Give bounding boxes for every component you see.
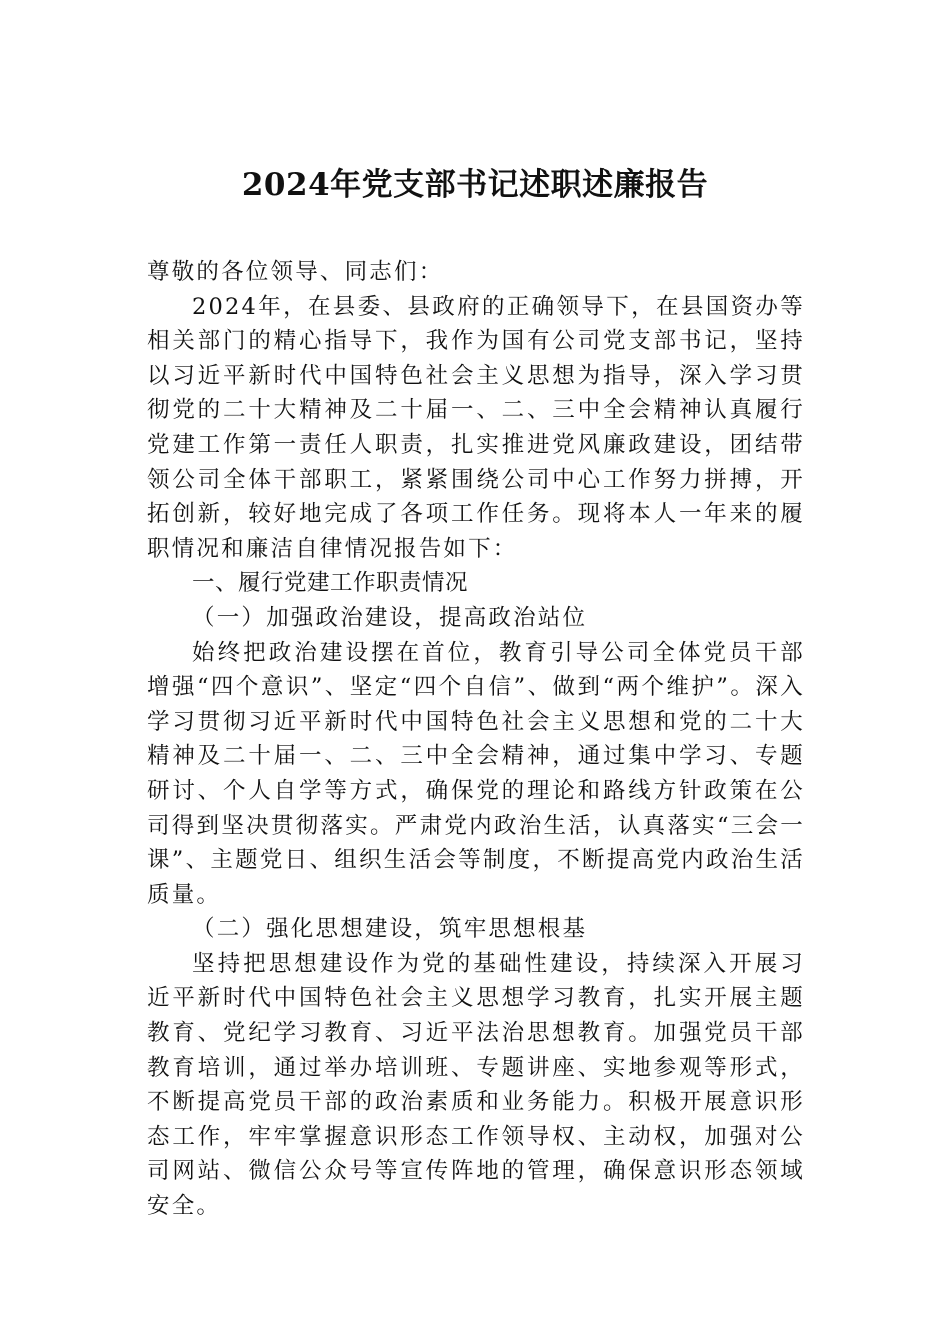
salutation: 尊敬的各位领导、同志们： bbox=[147, 259, 444, 285]
subsection-heading-1: （一）加强政治建设，提高政治站位 bbox=[192, 604, 588, 631]
subsection-heading-2: （二）强化思想建设，筑牢思想根基 bbox=[192, 916, 588, 943]
intro-paragraph: 2024年，在县委、县政府的正确领导下，在县国资办等相关部门的精心指导下，我作为国有公司党支部书记，坚持以习近平新时代中国特色社会主义思想为指导，深入学习贯彻党的二十大精神及二十届一、二、三中全会精神认真履行党建工作第一责任人职责，扎实推进党风廉政建设，团结带领公司全体干部职工，紧紧围绕公司中心工作努力拼搏，开拓创新，较好地完成了各项工作任务。现将本人一年来的履职情况和廉洁自律情况报告如下： bbox=[147, 293, 805, 562]
document-title: 2024年党支部书记述职述廉报告 bbox=[241, 167, 709, 203]
section-heading-1: 一、履行党建工作职责情况 bbox=[192, 570, 469, 597]
subsection-1-paragraph: 始终把政治建设摆在首位，教育引导公司全体党员干部增强“四个意识”、坚定“四个自信”、做到“两个维护”。深入学习贯彻习近平新时代中国特色社会主义思想和党的二十大精神及二十届一、二、三中全会精神，通过集中学习、专题研讨、个人自学等方式，确保党的理论和路线方针政策在公司得到坚决贯彻落实。严肃党内政治生活，认真落实“三会一课”、主题党日、组织生活会等制度，不断提高党内政治生活质量。 bbox=[147, 639, 805, 908]
subsection-2-paragraph: 坚持把思想建设作为党的基础性建设，持续深入开展习近平新时代中国特色社会主义思想学习教育，扎实开展主题教育、党纪学习教育、习近平法治思想教育。加强党员干部教育培训，通过举办培训班、专题讲座、实地参观等形式，不断提高党员干部的政治素质和业务能力。积极开展意识形态工作，牢牢掌握意识形态工作领导权、主动权，加强对公司网站、微信公众号等宣传阵地的管理，确保意识形态领域安全。 bbox=[147, 950, 805, 1220]
document-body bbox=[147, 255, 805, 1224]
